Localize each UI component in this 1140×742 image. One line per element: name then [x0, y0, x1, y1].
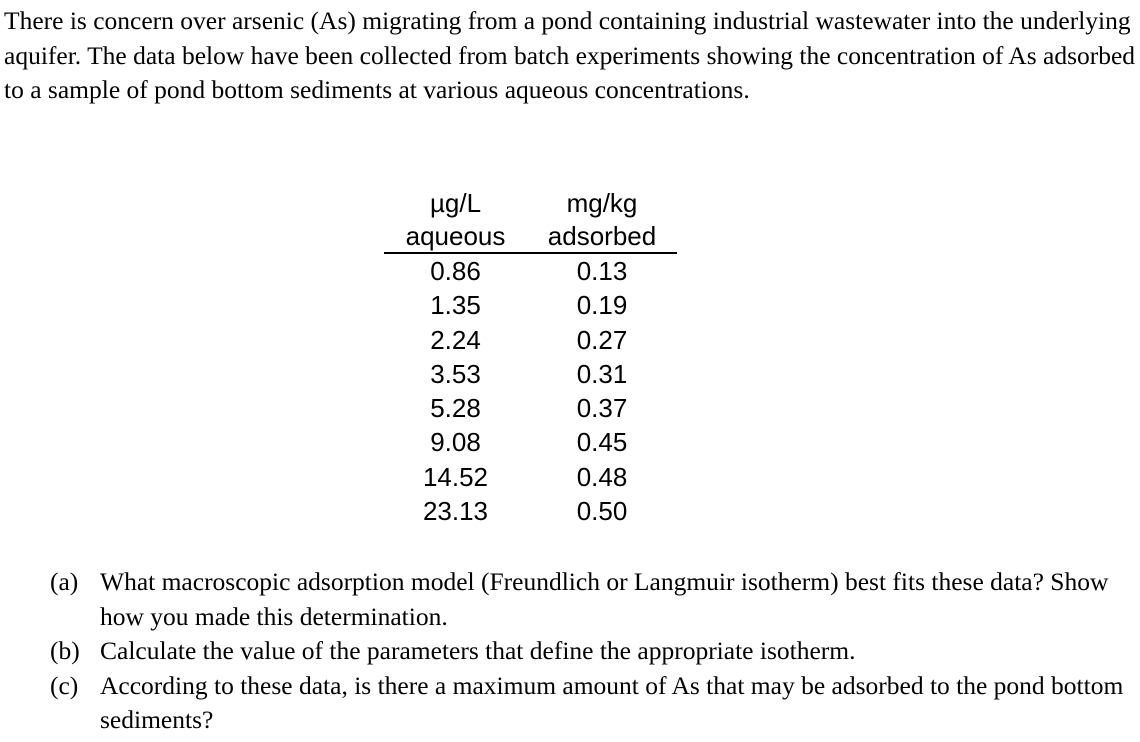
cell-aqueous: 0.86	[430, 256, 481, 286]
unit-adsorbed: mg/kg	[566, 188, 638, 218]
cell-adsorbed: 0.27	[576, 324, 628, 355]
question-b	[0, 634, 1140, 669]
question-text: Calculate the value of the parameters that define the appropriate isotherm.	[100, 636, 856, 665]
question-text: What macroscopic adsorption model (Freundlich or Langmuir isotherm) best fits these data? Show how you made this determination.	[100, 567, 1109, 631]
cell-adsorbed: 0.37	[576, 393, 628, 424]
cell-adsorbed: 0.45	[576, 427, 628, 458]
cell-aqueous: 2.24	[430, 324, 481, 355]
question-marker: (b)	[50, 636, 80, 665]
cell-adsorbed: 0.31	[576, 358, 628, 389]
cell-adsorbed: 0.13	[576, 256, 628, 286]
table-row	[384, 323, 677, 357]
table-row	[384, 288, 677, 322]
question-list	[0, 565, 1140, 738]
question-marker: (c)	[50, 670, 79, 700]
cell-aqueous: 1.35	[430, 290, 481, 321]
table-row	[384, 357, 677, 391]
table-header	[384, 186, 677, 253]
cell-adsorbed: 0.48	[576, 461, 628, 492]
question-c	[0, 669, 1140, 738]
cell-adsorbed: 0.19	[576, 290, 628, 321]
unit-row	[384, 186, 677, 220]
table-row	[384, 425, 677, 459]
cell-aqueous: 9.08	[430, 427, 481, 458]
question-marker: (a)	[50, 567, 79, 596]
table-row	[384, 460, 677, 494]
cell-aqueous: 3.53	[430, 358, 481, 389]
header-adsorbed: adsorbed	[527, 220, 677, 253]
cell-aqueous: 5.28	[430, 393, 481, 424]
adsorption-data-table	[384, 186, 677, 528]
intro-paragraph: There is concern over arsenic (As) migrating from a pond containing industrial wastewater into the underlying aquifer. The data below have been collected from batch experiments showing the concentration of As adsorbed to a sample of pond bottom sediments at various aqueous concentrations.	[4, 6, 1136, 104]
header-row	[384, 220, 677, 253]
unit-aqueous: µg/L	[429, 188, 482, 218]
table-row	[384, 391, 677, 425]
table-row	[384, 494, 677, 528]
cell-aqueous: 14.52	[422, 461, 489, 492]
table-row	[384, 253, 677, 288]
question-text: According to these data, is there a maximum amount of As that may be adsorbed to the pond bottom sediments?	[100, 670, 1124, 734]
question-a	[0, 565, 1140, 634]
cell-aqueous: 23.13	[422, 496, 489, 527]
cell-adsorbed: 0.50	[576, 496, 628, 527]
table-body	[384, 253, 677, 528]
header-aqueous: aqueous	[384, 220, 527, 253]
